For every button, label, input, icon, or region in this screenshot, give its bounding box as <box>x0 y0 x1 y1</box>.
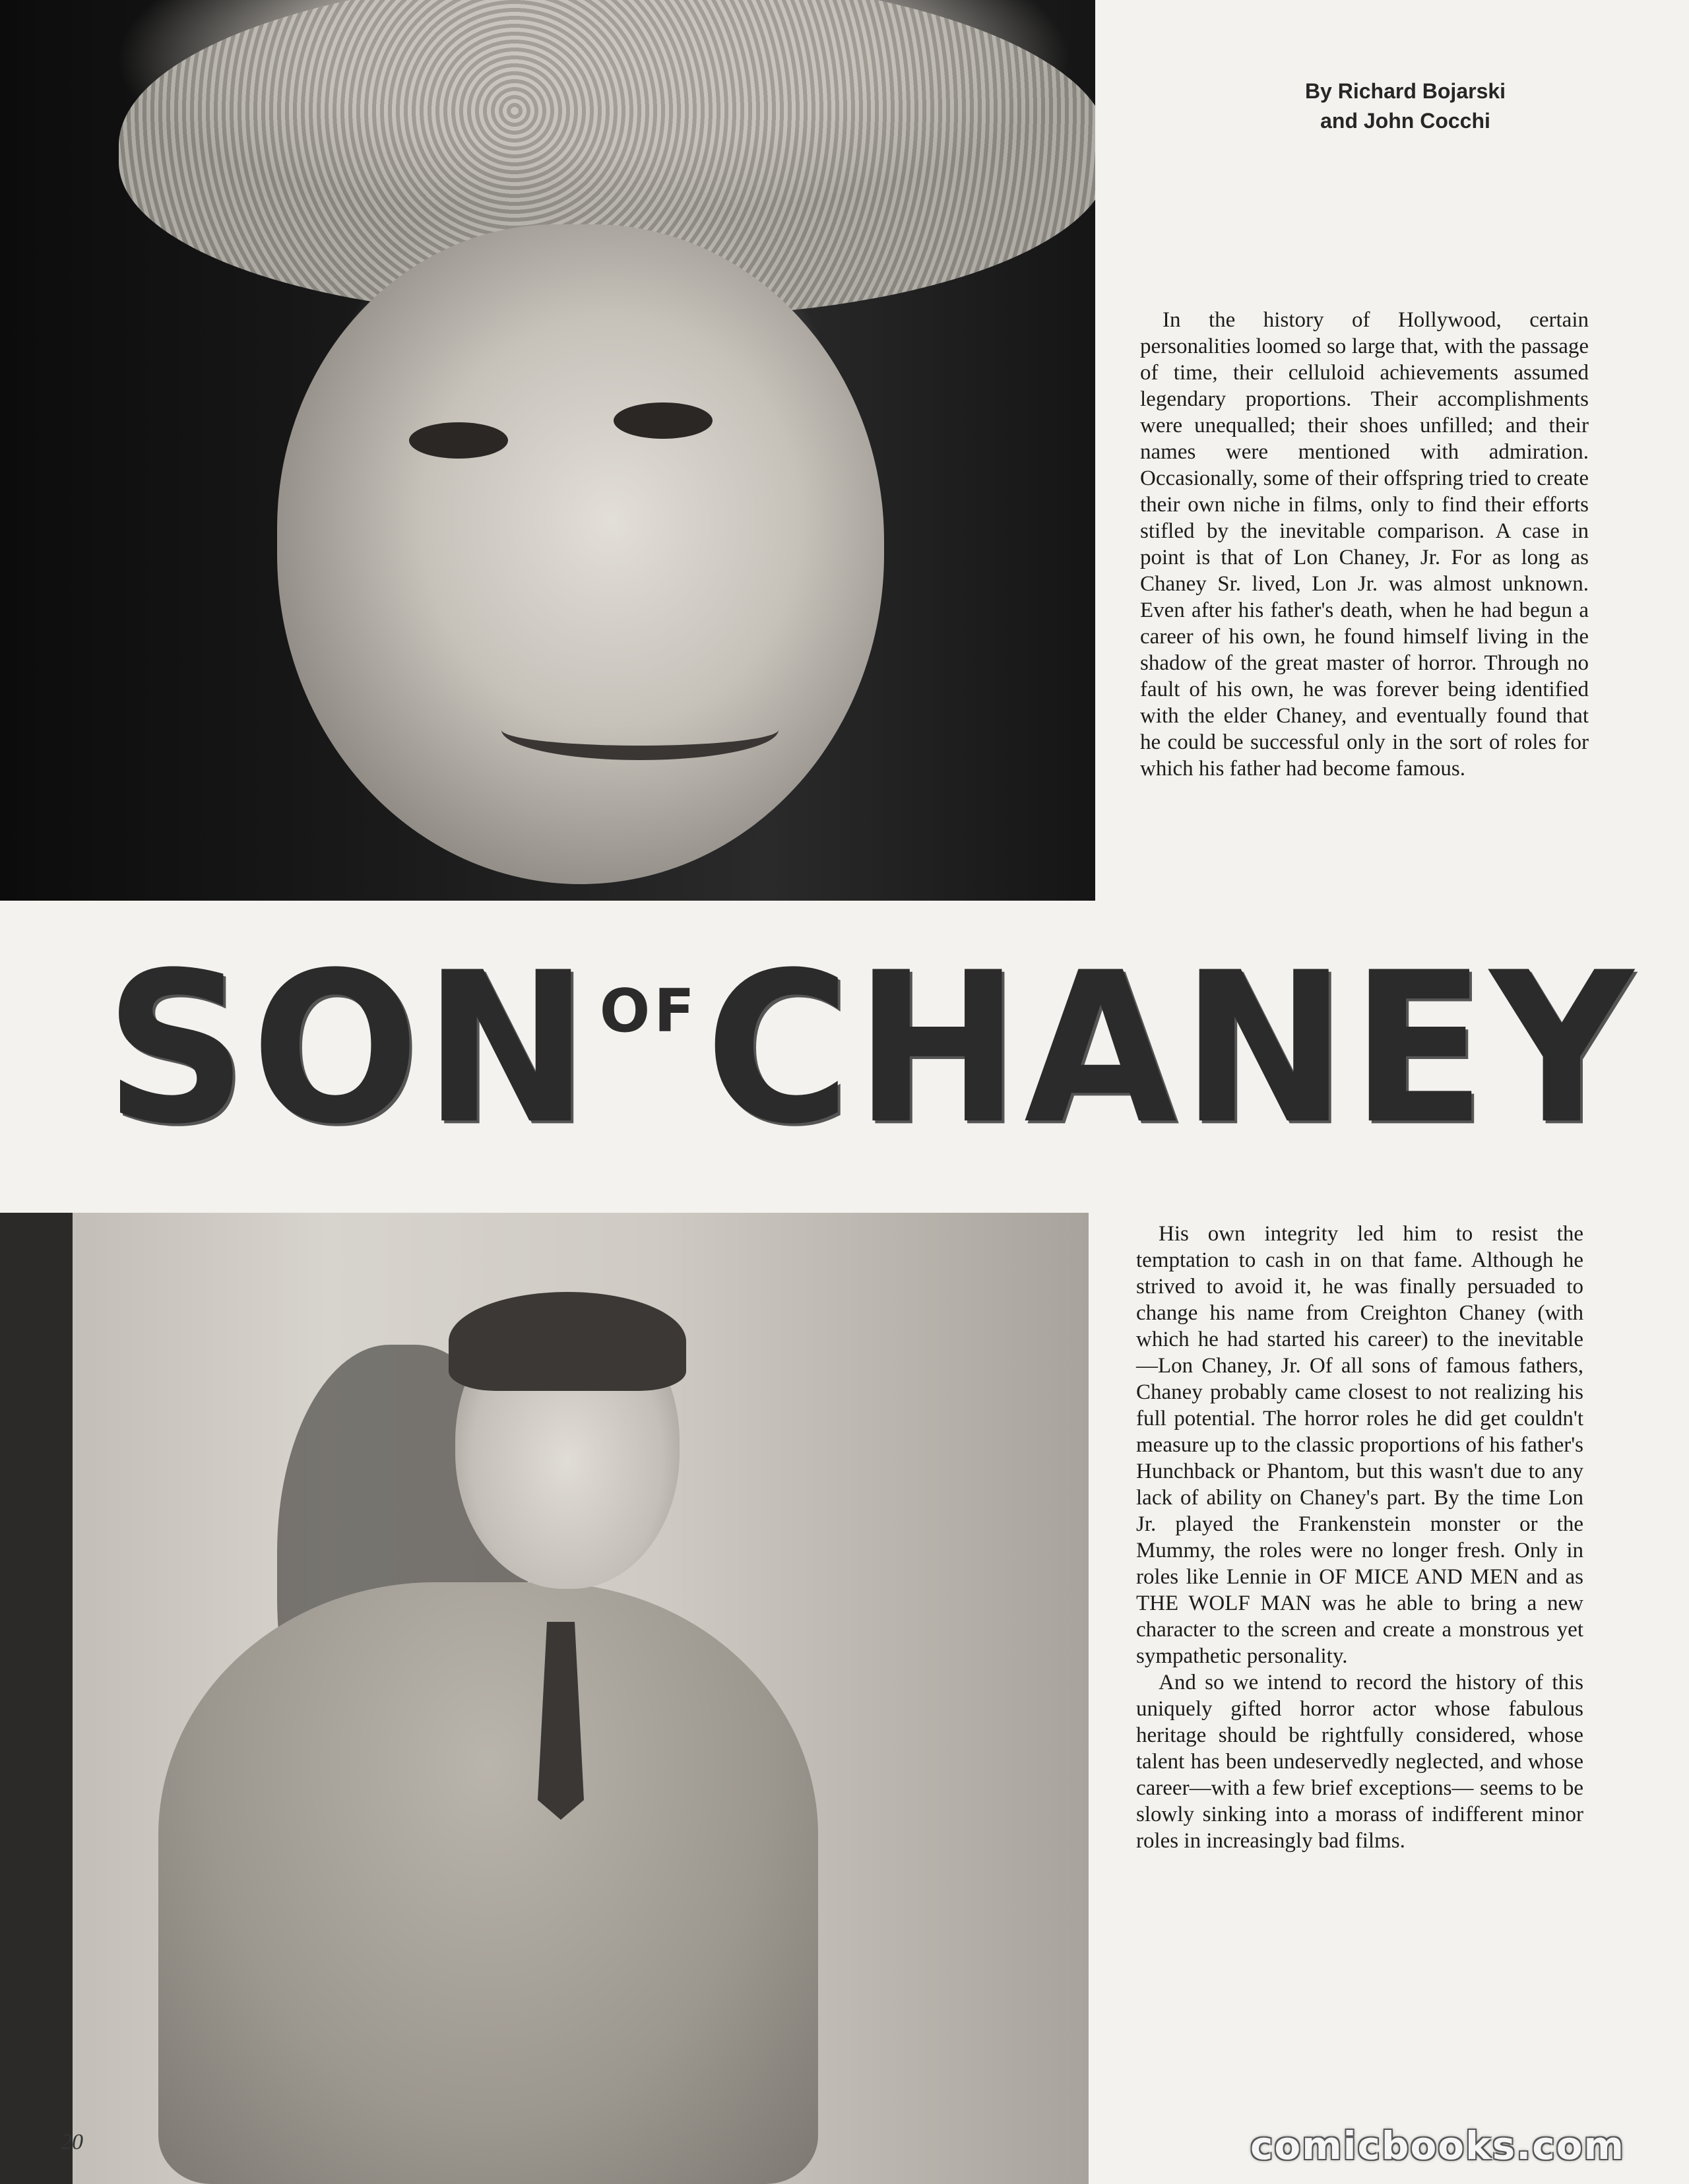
suit-shape <box>158 1582 818 2184</box>
portrait-photo-seated-man-in-suit <box>0 1213 1089 2184</box>
hair-shape <box>449 1292 686 1391</box>
article-paragraph: His own integrity led him to resist the temptation to cash in on that fame. Although he strived to avoid it, he was finally persuaded to change his name from Creighton Chaney (with which he had started his career) to the inevitable —Lon Chaney, Jr. Of all sons of famous fathers, Chaney probably came closest to not realizing his full potential. The horror roles he did get couldn't measure up to the classic proportions of his father's Hunchback or Phantom, but this wasn't due to any lack of ability on Chaney's part. By the time Lon Jr. played the Frankenstein monster or the Mummy, the roles were no longer fresh. Only in roles like Lennie in OF MICE AND MEN and as THE WOLF MAN was he able to bring a new character to the screen and create a monstrous yet sympathetic personality. <box>1136 1222 1583 1668</box>
byline <box>1240 77 1570 136</box>
title-word-chaney: CHANEY <box>705 928 1638 1170</box>
eye-shape <box>614 402 713 439</box>
article-column-bottom <box>1136 1221 1583 1854</box>
title-word-son: SON <box>104 928 593 1170</box>
mouth-shape <box>501 699 779 760</box>
title-word-of: OF <box>599 977 699 1046</box>
portrait-photo-capped-man <box>0 0 1095 901</box>
eye-shape <box>409 422 508 459</box>
article-paragraph: And so we intend to record the history of this uniquely gifted horror actor whose fabulous heritage should be rightfully considered, whose talent has been undeservedly neglected, and whose career—with a few brief exceptions— seems to be slowly sinking into a morass of indifferent minor roles in increasingly bad films. <box>1136 1671 1583 1853</box>
dark-wall-edge <box>0 1213 73 2184</box>
article-paragraph: In the history of Hollywood, certain personalities loomed so large that, with the passage of time, their celluloid achievements assumed legendary proportions. Their accomplishments were unequalled; their shoes unfilled; and their names were mentioned with admiration. Occasionally, some of their offspring tried to create their own niche in films, only to find their efforts stifled by the inevitable comparison. A case in point is that of Lon Chaney, Jr. For as long as Chaney Sr. lived, Lon Jr. was almost unknown. Even after his father's death, when he had begun a career of his own, he found himself living in the shadow of the great master of horror. Through no fault of his own, he was forever being identified with the elder Chaney, and eventually found that he could be successful only in the sort of roles for which his father had become famous. <box>1140 308 1589 781</box>
page-number: 20 <box>61 2130 83 2154</box>
page-title <box>104 928 1638 1170</box>
watermark: comicbooks.com <box>1250 2123 1625 2168</box>
face-shape <box>277 224 884 884</box>
article-column-top <box>1140 307 1589 782</box>
byline-line-1: By Richard Bojarski <box>1304 79 1506 103</box>
byline-line-2: and John Cocchi <box>1320 109 1490 133</box>
